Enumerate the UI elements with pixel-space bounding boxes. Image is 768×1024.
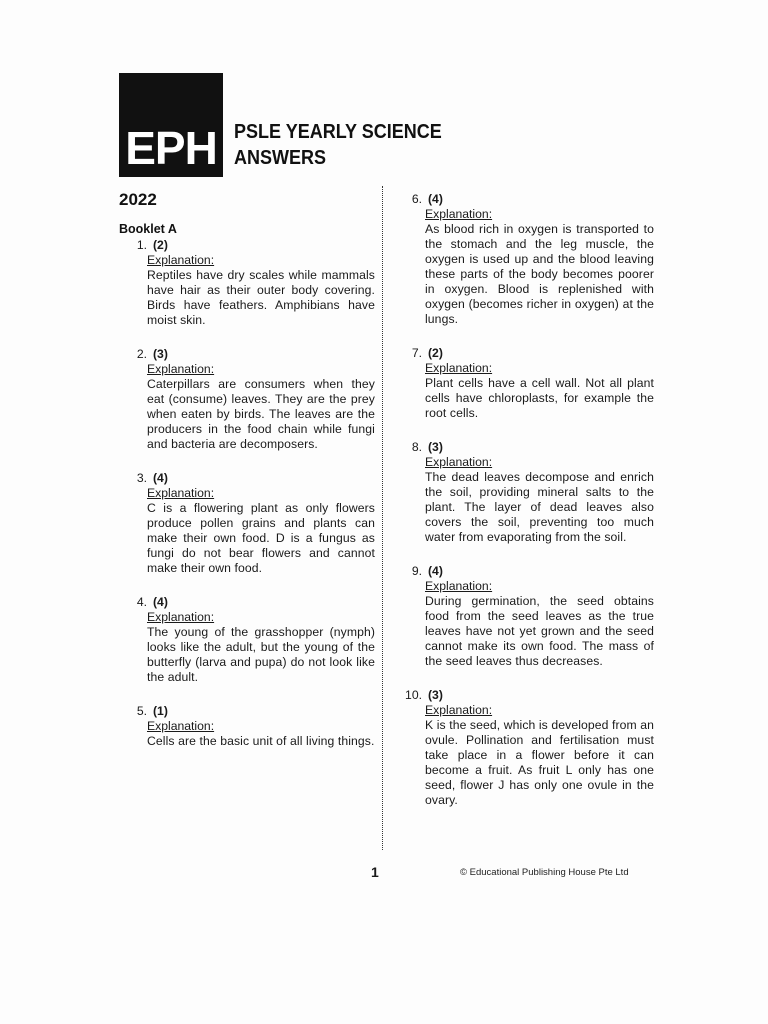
question-item <box>119 471 375 576</box>
question-item <box>392 564 654 669</box>
explanation-text: As blood rich in oxygen is transported to the stomach and the leg muscle, the oxygen is used up and the blood leaving these parts of the body becomes poorer in oxygen. Blood is replenished with oxygen (becomes richer in oxygen) at the lungs. <box>425 222 654 326</box>
right-column <box>392 192 654 808</box>
explanation-text: During germination, the seed obtains food from the seed leaves as the true leaves have not yet grown and the seed cannot make its own food. The mass of the seed leaves thus decreases. <box>425 594 654 668</box>
page-title <box>234 119 442 171</box>
question-number: 5. <box>136 704 147 718</box>
year-heading: 2022 <box>119 190 157 209</box>
question-number: 7. <box>411 346 422 360</box>
question-answer: (4) <box>153 471 168 485</box>
question-item <box>119 238 375 328</box>
question-number: 10. <box>405 688 422 702</box>
question-item <box>392 346 654 421</box>
question-answer: (1) <box>153 704 168 718</box>
question-item <box>392 688 654 808</box>
column-divider <box>382 186 383 850</box>
explanation-text: The young of the grasshopper (nymph) looks like the adult, but the young of the butterfly (larva and pupa) do not look like the adult. <box>147 625 375 684</box>
question-item <box>119 347 375 452</box>
explanation-label: Explanation: <box>147 253 215 267</box>
question-number: 3. <box>136 471 147 485</box>
question-number: 1. <box>136 238 147 252</box>
logo-text: EPH <box>125 122 217 174</box>
explanation-text: K is the seed, which is developed from an ovule. Pollination and fertilisation must take place in a flower before it can become a fruit. As fruit L only has one seed, flower J has only one ovule in the ovary. <box>425 718 655 807</box>
explanation-label: Explanation: <box>147 362 215 376</box>
question-number: 4. <box>136 595 147 609</box>
question-number: 2. <box>136 347 147 361</box>
question-item <box>119 704 375 749</box>
title-line-2: ANSWERS <box>234 147 327 169</box>
explanation-text: Cells are the basic unit of all living things. <box>147 734 375 748</box>
question-item <box>392 192 654 327</box>
explanation-label: Explanation: <box>147 610 215 624</box>
question-number: 6. <box>411 192 422 206</box>
explanation-label: Explanation: <box>147 486 215 500</box>
eph-logo <box>119 73 223 177</box>
explanation-text: C is a flowering plant as only flowers produce pollen grains and plants can make their own food. D is a fungus as fungi do not bear flowers and cannot make their own food. <box>147 501 375 575</box>
question-answer: (3) <box>428 688 443 702</box>
question-number: 8. <box>411 440 422 454</box>
explanation-label: Explanation: <box>425 703 493 717</box>
explanation-label: Explanation: <box>425 207 493 221</box>
explanation-label: Explanation: <box>147 719 215 733</box>
explanation-text: Reptiles have dry scales while mammals have hair as their outer body covering. Birds have feathers. Amphibians have moist skin. <box>147 268 375 327</box>
booklet-heading: Booklet A <box>119 222 177 236</box>
explanation-label: Explanation: <box>425 455 493 469</box>
question-answer: (2) <box>153 238 168 252</box>
left-column <box>119 238 375 749</box>
explanation-label: Explanation: <box>425 579 493 593</box>
question-item <box>392 440 654 545</box>
title-line-1: PSLE YEARLY SCIENCE <box>234 121 442 143</box>
question-item <box>119 595 375 685</box>
question-answer: (4) <box>428 564 443 578</box>
question-number: 9. <box>411 564 422 578</box>
copyright-notice: © Educational Publishing House Pte Ltd <box>460 867 629 878</box>
question-answer: (4) <box>428 192 443 206</box>
explanation-label: Explanation: <box>425 361 493 375</box>
question-answer: (3) <box>153 347 168 361</box>
explanation-text: Plant cells have a cell wall. Not all plant cells have chloroplasts, for example the root cells. <box>425 376 654 420</box>
explanation-text: Caterpillars are consumers when they eat (consume) leaves. They are the prey when eaten by birds. The leaves are the producers in the food chain while fungi and bacteria are decomposers. <box>147 377 375 451</box>
question-answer: (2) <box>428 346 443 360</box>
page-number: 1 <box>371 864 379 880</box>
question-answer: (3) <box>428 440 443 454</box>
question-answer: (4) <box>153 595 168 609</box>
explanation-text: The dead leaves decompose and enrich the soil, providing mineral salts to the plant. The layer of dead leaves also covers the soil, preventing too much water from evaporating from the soil. <box>425 470 654 544</box>
